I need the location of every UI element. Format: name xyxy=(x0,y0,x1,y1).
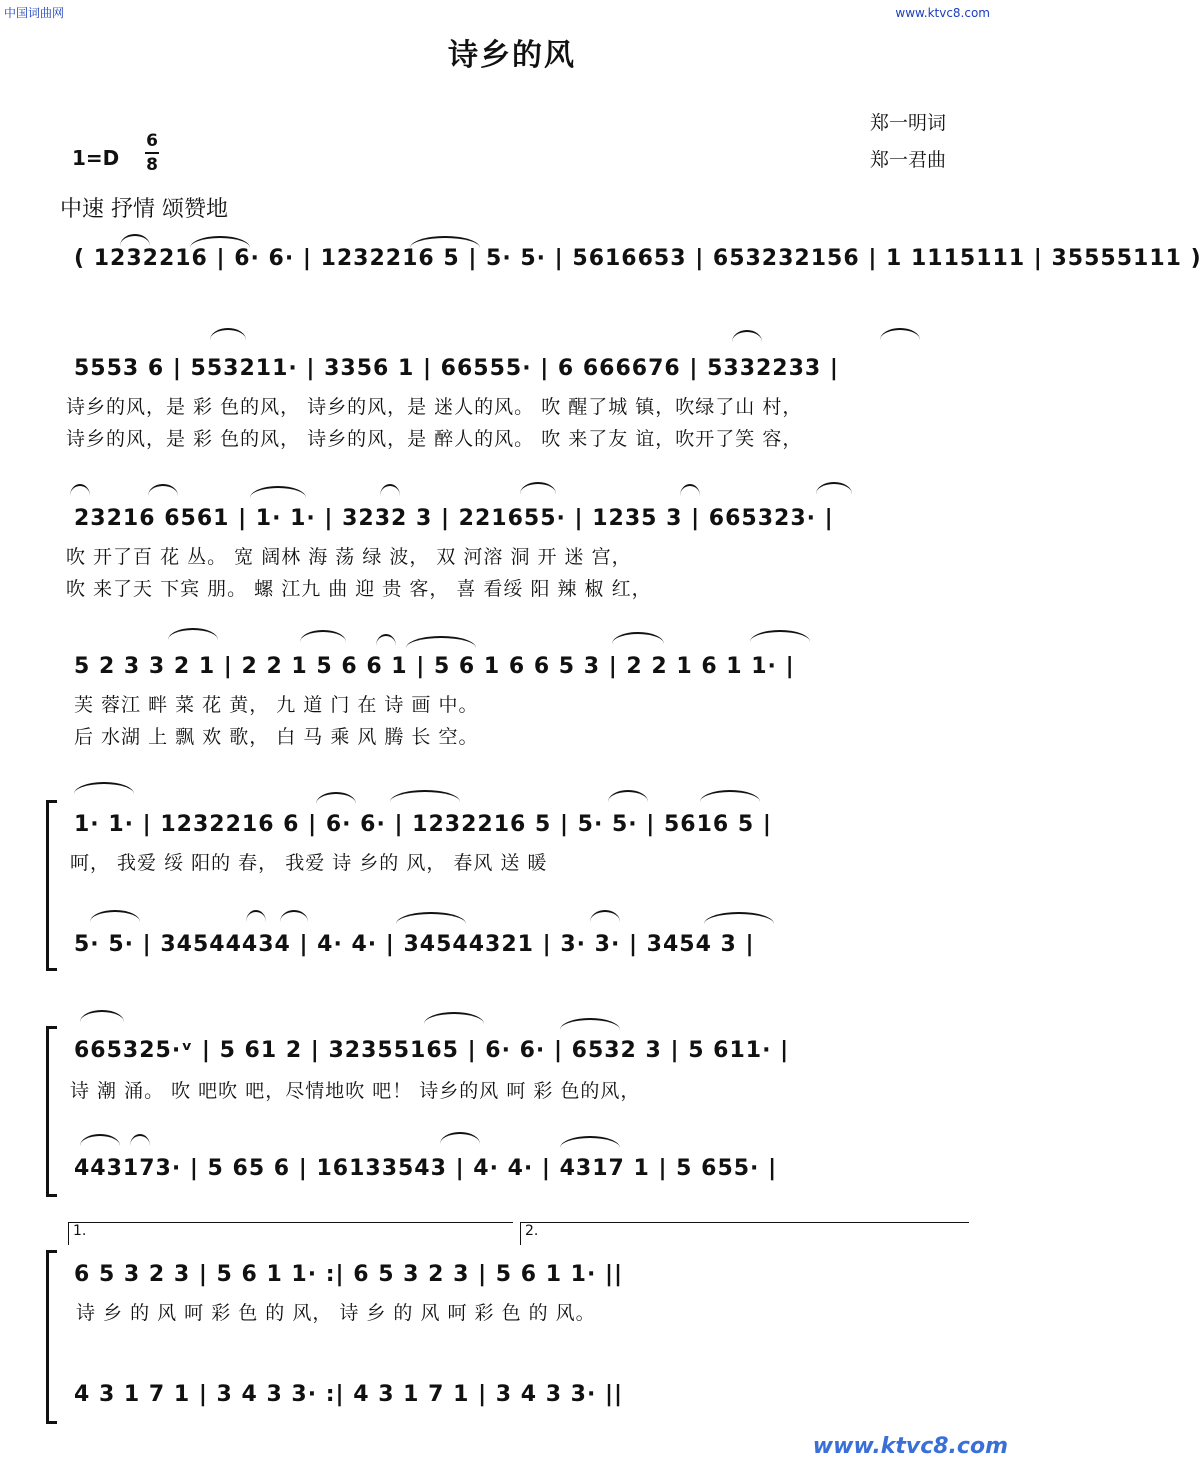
site-url-right: www.ktvc8.com xyxy=(895,6,990,20)
system-bracket xyxy=(46,1026,57,1197)
notes-line: 4 3 1 7 1 | 3 4 3 3· :| 4 3 1 7 1 | 3 4 3 3· || xyxy=(74,1382,624,1407)
lyric-verse1: 芙 蓉江 畔 菜 花 黄， 九 道 门 在 诗 画 中。 xyxy=(74,694,479,716)
score-line-8 xyxy=(60,1256,972,1296)
lyric-verse1: 诗乡的风，是 彩 色的风， 诗乡的风，是 迷人的风。 吹 醒了城 镇，吹绿了山 村， xyxy=(66,396,803,418)
lyric-verse2: 后 水湖 上 飘 欢 歌， 白 马 乘 风 腾 长 空。 xyxy=(74,726,479,748)
time-numerator: 6 xyxy=(146,131,158,151)
notes-line: 23216 6561 | 1· 1· | 3232 3 | 221655· | 1235 3 | 665323· | xyxy=(74,506,834,531)
notes-line: 443173· | 5 65 6 | 16133543 | 4· 4· | 4317 1 | 5 655· | xyxy=(74,1156,778,1181)
composer-credit: 郑一君曲 xyxy=(869,149,946,171)
notes-line: 6 5 3 2 3 | 5 6 1 1· :| 6 5 3 2 3 | 5 6 1 1· || xyxy=(74,1262,624,1287)
score-line-3 xyxy=(60,648,972,688)
time-denominator: 8 xyxy=(146,155,158,175)
lyric-verse2: 吹 来了天 下宾 朋。 螺 江九 曲 迎 贵 客， 喜 看绥 阳 辣 椒 红， xyxy=(66,578,652,600)
lyric-verse2: 诗乡的风，是 彩 色的风， 诗乡的风，是 醉人的风。 吹 来了友 谊，吹开了笑 容， xyxy=(66,428,803,450)
lyric-line: 诗 乡 的 风 呵 彩 色 的 风， 诗 乡 的 风 呵 彩 色 的 风。 xyxy=(76,1302,596,1324)
lyricist-credit: 郑一明词 xyxy=(869,112,946,134)
volta-first-ending: 1. xyxy=(68,1222,513,1245)
score-line-9 xyxy=(60,1376,972,1416)
score-line-1 xyxy=(60,350,972,390)
score-line-5 xyxy=(60,926,972,966)
score-line-4 xyxy=(60,806,972,846)
notes-line: 1· 1· | 1232216 6 | 6· 6· | 1232216 5 | 5· 5· | 5616 5 | xyxy=(74,812,772,837)
lyric-verse1: 吹 开了百 花 丛。 宽 阔林 海 荡 绿 波， 双 河溶 洞 开 迷 宫， xyxy=(66,546,632,568)
watermark-logo: www.ktvc8.com xyxy=(812,1434,1008,1459)
score-line-6 xyxy=(60,1032,972,1072)
score-line-7 xyxy=(60,1150,972,1190)
notes-line: 5· 5· | 34544434 | 4· 4· | 34544321 | 3· 3· | 3454 3 | xyxy=(74,932,755,957)
key-signature: 1=D xyxy=(72,146,120,170)
time-signature xyxy=(145,132,159,174)
notes-line: ( 1232216 | 6· 6· | 1232216 5 | 5· 5· | 5616653 | 653232156 | 1 1115111 | 35555111 ) xyxy=(74,246,1202,271)
notes-line: 665325·ᵛ | 5 61 2 | 32355165 | 6· 6· | 6532 3 | 5 611· | xyxy=(74,1038,790,1063)
system-bracket xyxy=(46,800,57,971)
score-line-2 xyxy=(60,500,972,540)
notes-line: 5553 6 | 553211· | 3356 1 | 66555· | 6 666676 | 5332233 | xyxy=(74,356,839,381)
notes-line: 5 2 3 3 2 1 | 2 2 1 5 6 6 1 | 5 6 1 6 6 5 3 | 2 2 1 6 1 1· | xyxy=(74,654,795,679)
score-line-intro xyxy=(60,240,1202,280)
site-name-left: 中国词曲网 xyxy=(4,6,65,20)
lyric-line: 诗 潮 涌。 吹 吧吹 吧，尽情地吹 吧！ 诗乡的风 呵 彩 色的风， xyxy=(70,1080,641,1102)
volta-second-ending: 2. xyxy=(520,1222,969,1245)
tempo-marking: 中速 抒情 颂赞地 xyxy=(60,197,228,222)
system-bracket xyxy=(46,1250,57,1424)
song-title: 诗乡的风 xyxy=(448,38,576,73)
lyric-line: 呵， 我爱 绥 阳的 春， 我爱 诗 乡的 风， 春风 送 暖 xyxy=(70,852,548,874)
